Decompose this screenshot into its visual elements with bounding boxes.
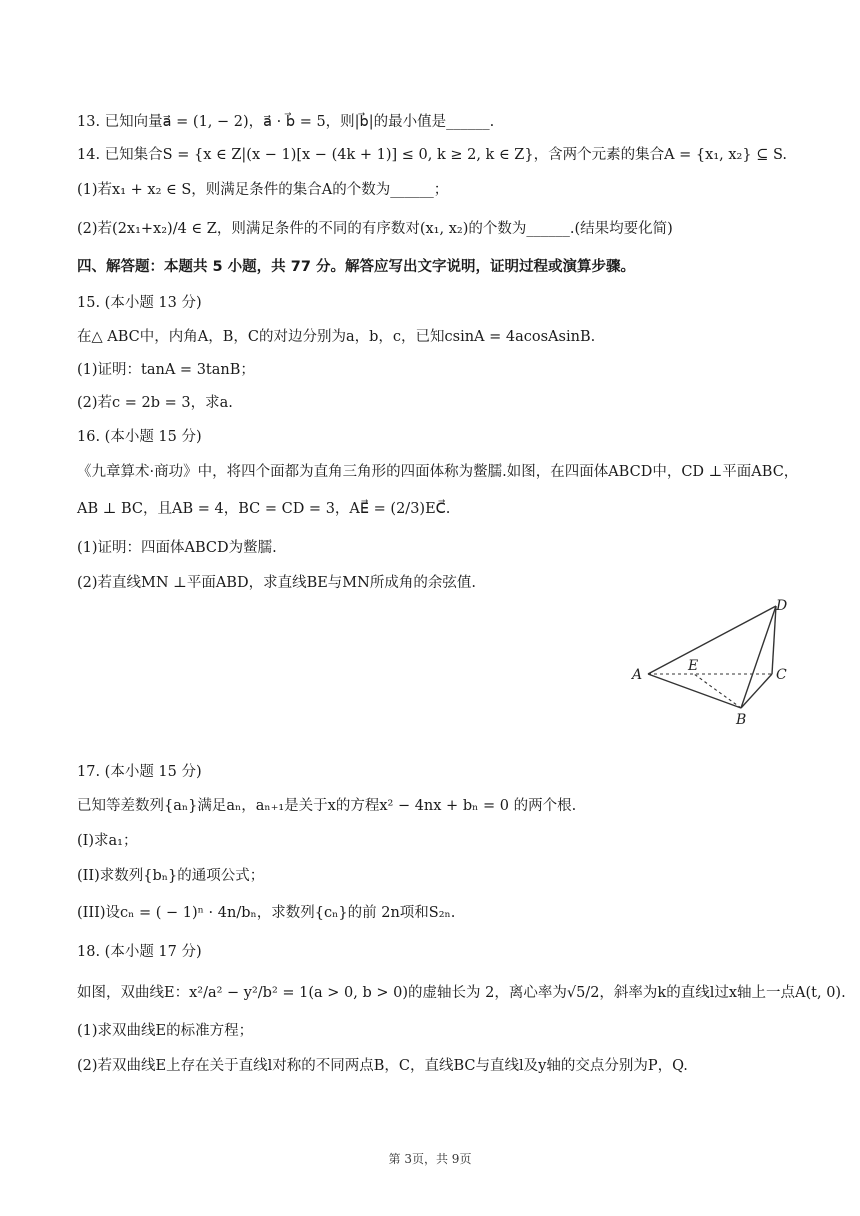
label-D: D [776, 598, 788, 614]
q17-part1: (I)求a₁； [77, 833, 138, 849]
tetrahedron-figure [628, 596, 798, 732]
q15-stem: 在△ ABC中，内角A，B，C的对边分别为a，b，c，已知csinA = 4acosAsinB. [77, 329, 596, 345]
q16-stem-2: AB ⊥ BC，且AB = 4，BC = CD = 3，AE⃗ = (2/3)EC⃗. [77, 501, 451, 517]
q15-part1: (1)证明：tanA = 3tanB； [77, 362, 255, 378]
edge-BE [694, 674, 741, 708]
section-heading: 四、解答题：本题共 5 小题，共 77 分。解答应写出文字说明，证明过程或演算步骤。 [77, 259, 635, 275]
edge-BC [741, 674, 772, 708]
q13-line: 13. 已知向量a⃗ = (1, − 2)，a⃗ · b⃗ = 5，则|b⃗|的最小值是______. [77, 114, 495, 130]
q17-part2: (II)求数列{bₙ}的通项公式； [77, 868, 265, 884]
q16-part2: (2)若直线MN ⊥平面ABD，求直线BE与MN所成角的余弦值. [77, 575, 476, 591]
q16-title: 16. (本小题 15 分) [77, 429, 202, 445]
label-C: C [776, 667, 787, 683]
q14-part1: (1)若x₁ + x₂ ∈ S，则满足条件的集合A的个数为______； [77, 182, 449, 198]
q14-line: 14. 已知集合S = {x ∈ Z|(x − 1)[x − (4k + 1)] ≤ 0, k ≥ 2, k ∈ Z}，含两个元素的集合A = {x₁, x₂} ⊆ S. [77, 147, 787, 163]
q17-part3: (III)设cₙ = ( − 1)ⁿ · 4n/bₙ，求数列{cₙ}的前 2n项和S₂ₙ. [77, 905, 456, 921]
q18-part2: (2)若双曲线E上存在关于直线l对称的不同两点B，C，直线BC与直线l及y轴的交点分别为P，Q. [77, 1058, 688, 1074]
page-footer: 第 3页，共 9页 [388, 1152, 472, 1166]
q18-stem: 如图，双曲线E：x²/a² − y²/b² = 1(a > 0, b > 0)的虚轴长为 2，离心率为√5/2，斜率为k的直线l过x轴上一点A(t, 0). [77, 985, 846, 1001]
q16-stem-1: 《九章算术·商功》中，将四个面都为直角三角形的四面体称为鳖臑.如图，在四面体ABCD中，CD ⊥平面ABC， [77, 464, 799, 480]
edge-AB [648, 674, 741, 708]
label-A: A [632, 667, 643, 683]
q14-part2: (2)若(2x₁+x₂)/4 ∈ Z，则满足条件的不同的有序数对(x₁, x₂)的个数为______.(结果均要化简) [77, 221, 673, 237]
q16-part1: (1)证明：四面体ABCD为鳖臑. [77, 540, 277, 556]
q15-title: 15. (本小题 13 分) [77, 295, 202, 311]
label-E: E [688, 658, 699, 674]
figure-hidden-edges [648, 674, 772, 708]
q17-title: 17. (本小题 15 分) [77, 764, 202, 780]
q15-part2: (2)若c = 2b = 3，求a. [77, 395, 233, 411]
q18-title: 18. (本小题 17 分) [77, 944, 202, 960]
q18-part1: (1)求双曲线E的标准方程； [77, 1023, 254, 1039]
figure-edges [648, 606, 776, 708]
q17-stem: 已知等差数列{aₙ}满足aₙ，aₙ₊₁是关于x的方程x² − 4nx + bₙ = 0 的两个根. [77, 798, 577, 814]
label-B: B [736, 712, 747, 728]
